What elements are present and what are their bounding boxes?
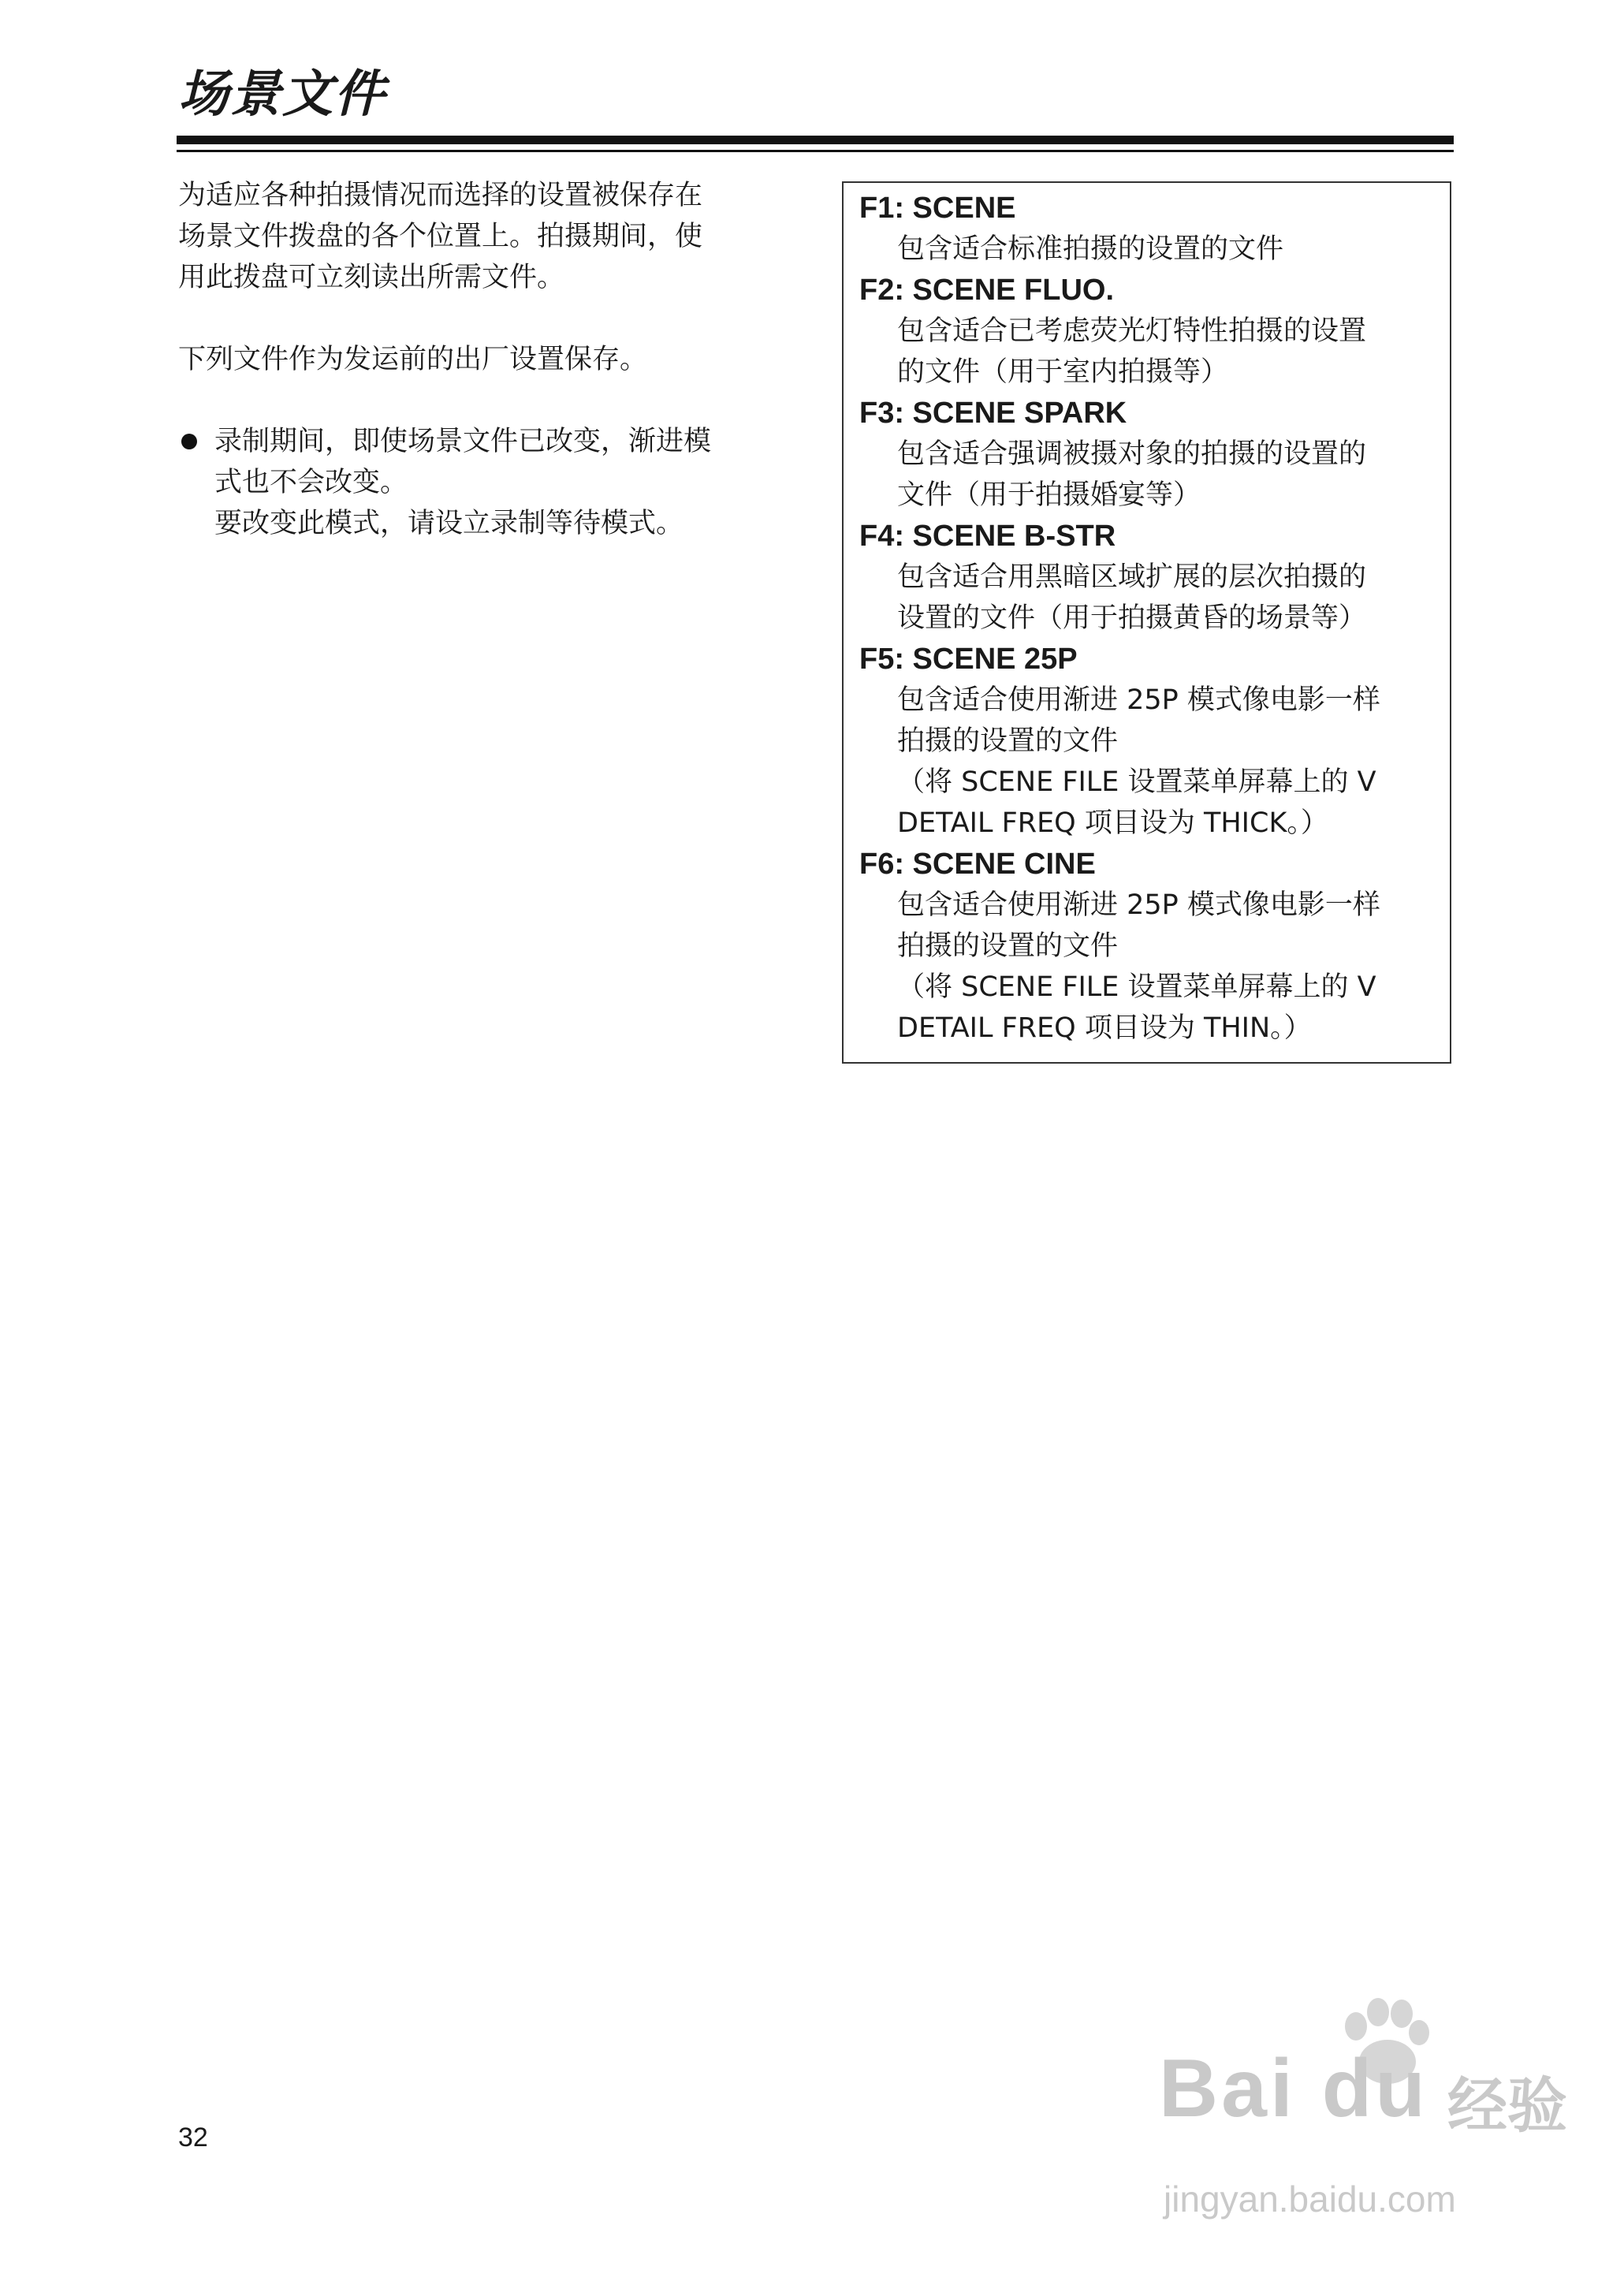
entry-heading: F2: SCENE FLUO. [859, 274, 1115, 307]
note-line: 式也不会改变。 [214, 467, 408, 498]
entry-f5 [859, 639, 1439, 844]
note-text [214, 421, 711, 544]
entry-heading: F4: SCENE B-STR [859, 520, 1116, 553]
entry-line: 包含适合强调被摄对象的拍摄的设置的 [897, 438, 1367, 470]
entry-line: 包含适合使用渐进 25P 模式像电影一样 [897, 889, 1380, 921]
watermark-url: jingyan.baidu.com [1164, 2179, 1456, 2220]
page-title: 场景文件 [178, 65, 386, 124]
entry-line: 拍摄的设置的文件 [897, 725, 1119, 757]
entry-line: 包含适合用黑暗区域扩展的层次拍摄的 [897, 561, 1367, 593]
entry-line: DETAIL FREQ 项目设为 THICK。） [897, 807, 1328, 839]
entry-line: （将 SCENE FILE 设置菜单屏幕上的 V [897, 971, 1376, 1003]
intro-line: 场景文件拨盘的各个位置上。拍摄期间，使 [178, 221, 703, 252]
note-line: 要改变此模式，请设立录制等待模式。 [214, 508, 684, 539]
intro-line: 用此拨盘可立刻读出所需文件。 [178, 262, 565, 293]
entry-line: 的文件（用于室内拍摄等） [897, 356, 1229, 388]
baidu-watermark [1159, 1995, 1600, 2255]
intro-line: 为适应各种拍摄情况而选择的设置被保存在 [178, 180, 703, 211]
intro-paragraph [178, 175, 801, 298]
entry-f1 [859, 188, 1439, 270]
entry-line: 包含适合已考虑荧光灯特性拍摄的设置 [897, 315, 1367, 347]
bullet-dot-icon [181, 434, 197, 449]
entry-line: 拍摄的设置的文件 [897, 930, 1119, 962]
entry-line: DETAIL FREQ 项目设为 THIN。） [897, 1012, 1312, 1044]
note-line: 录制期间，即使场景文件已改变，渐进模 [214, 426, 712, 457]
page-number: 32 [178, 2123, 208, 2152]
entry-line: （将 SCENE FILE 设置菜单屏幕上的 V [897, 766, 1376, 798]
entry-f2 [859, 270, 1439, 393]
entry-line: 包含适合使用渐进 25P 模式像电影一样 [897, 684, 1380, 716]
entry-f4 [859, 516, 1439, 639]
entry-f3 [859, 393, 1439, 516]
title-rule-thick [177, 136, 1454, 144]
entry-line: 文件（用于拍摄婚宴等） [897, 479, 1201, 511]
entry-line: 设置的文件（用于拍摄黄昏的场景等） [897, 602, 1367, 634]
watermark-logo-cn: 经验 [1447, 2070, 1567, 2141]
left-column [178, 175, 801, 544]
entry-heading: F6: SCENE CINE [859, 848, 1096, 881]
entry-heading: F5: SCENE 25P [859, 643, 1078, 676]
factory-paragraph: 下列文件作为发运前的出厂设置保存。 [178, 344, 648, 375]
watermark-logo: Bai du [1159, 2043, 1428, 2134]
note-bullet [178, 421, 801, 544]
scene-file-box [842, 181, 1451, 1064]
entry-f6 [859, 844, 1439, 1049]
title-rule-thin [177, 150, 1454, 152]
entry-heading: F1: SCENE [859, 192, 1016, 225]
entry-line: 包含适合标准拍摄的设置的文件 [897, 233, 1284, 265]
entry-heading: F3: SCENE SPARK [859, 397, 1127, 430]
